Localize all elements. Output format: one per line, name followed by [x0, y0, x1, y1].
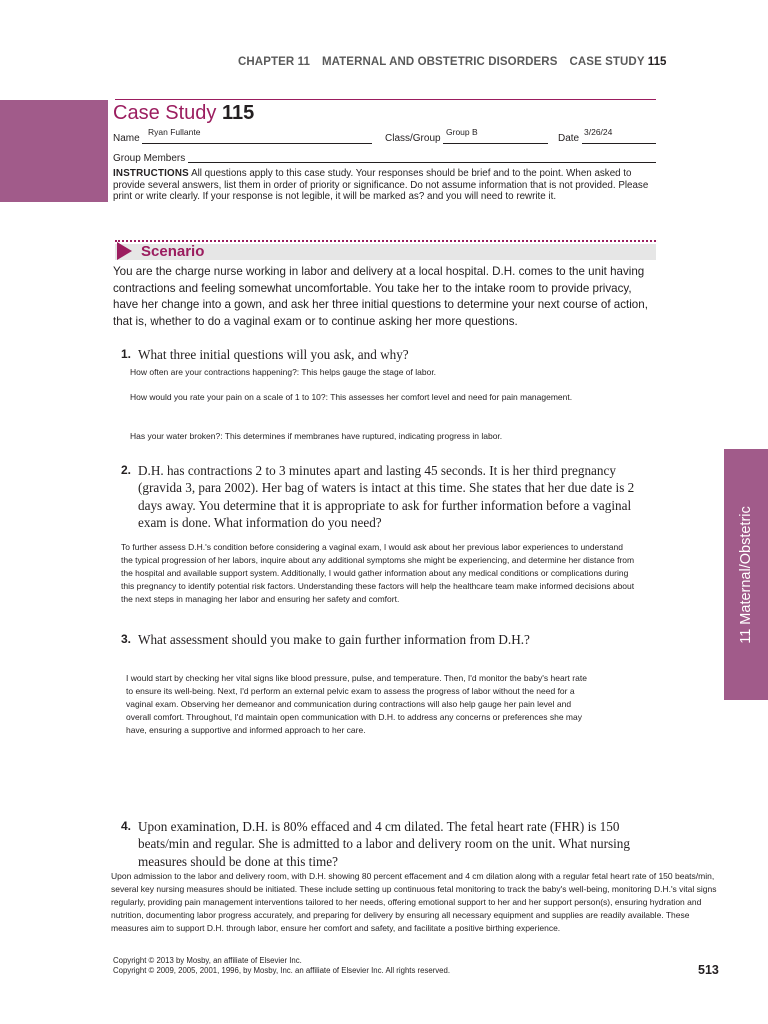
group-members-field[interactable] — [188, 162, 656, 163]
question-text: What assessment should you make to gain further information from D.H.? — [138, 632, 530, 647]
answer-4: Upon admission to the labor and delivery room, with D.H. showing 80 percent effacement and 4 cm dilation along with a regular fetal heart rate of 150 beats/min, several key nursing measures should be initiated. These include setting up continuous fetal monitoring to track the baby's well-being, monitoring D.H.'s vital signs regularly, providing pain management interventions tailored to her needs, offering emotional support to her and her support person(s), ensuring hydration and nutrition, documenting labor progress accurately, and preparing for delivery by ensuring all necessary equipment and supplies are readily available. These measures aim to support D.H. through labor, ensure her comfort and safety, and facilitate a positive birthing experience. — [111, 871, 717, 933]
question-4 — [121, 818, 657, 870]
name-field[interactable]: Ryan Fullante — [148, 127, 201, 137]
question-number: 2. — [121, 463, 132, 477]
question-number: 3. — [121, 632, 132, 646]
chapter-label: CHAPTER 11 — [238, 56, 310, 68]
left-color-block — [0, 100, 108, 202]
name-field-line — [142, 143, 372, 144]
class-group-field-line — [443, 143, 548, 144]
case-study-number: 115 — [647, 56, 667, 68]
running-header — [238, 56, 667, 68]
question-3 — [121, 631, 657, 648]
case-study-label: CASE STUDY — [569, 56, 645, 68]
question-text: Upon examination, D.H. is 80% effaced and 4 cm dilated. The fetal heart rate (FHR) is 150 beats/min and regular. She is admitted to a labor and delivery room on the unit. What nursing measures should be done at this time? — [138, 819, 630, 869]
title-number: 115 — [221, 102, 255, 124]
answer-1c: Has your water broken?: This determines if membranes have ruptured, indicating progress in labor. — [130, 431, 503, 441]
class-group-label: Class/Group — [385, 133, 441, 144]
group-members-label: Group Members — [113, 153, 186, 164]
page-number: 513 — [698, 963, 719, 977]
scenario-title: Scenario — [141, 243, 205, 260]
header-rule — [115, 99, 656, 100]
page-title — [113, 102, 254, 125]
copyright-line-2: Copyright © 2009, 2005, 2001, 1996, by Mosby, Inc. an affiliate of Elsevier Inc. All rights reserved. — [113, 966, 451, 975]
section-label: MATERNAL AND OBSTETRIC DISORDERS — [321, 56, 558, 68]
question-text: What three initial questions will you ask, and why? — [138, 347, 409, 362]
question-number: 1. — [121, 347, 132, 361]
instructions — [113, 168, 658, 203]
chapter-side-tab — [724, 449, 768, 700]
answer-2: To further assess D.H.'s condition before considering a vaginal exam, I would ask about her previous labor experiences to understand the typical progression of her labors, inquire about any additional symptoms she might be experiencing, and determine her distance from the hospital and available support system. Additionally, I would gather information about any medical conditions or complications during this pregnancy to identify potential risk factors. Understanding these factors will help the healthcare team make informed decisions about the next steps in managing her labor and ensuring her safety and comfort. — [121, 542, 635, 604]
side-tab-label: 11 Maternal/Obstetric — [738, 505, 754, 644]
question-2 — [121, 462, 657, 532]
class-group-field[interactable]: Group B — [446, 127, 478, 137]
date-label: Date — [558, 133, 580, 144]
question-number: 4. — [121, 819, 132, 833]
date-field[interactable]: 3/26/24 — [584, 127, 613, 137]
date-field-line — [582, 143, 656, 144]
answer-3: I would start by checking her vital signs like blood pressure, pulse, and temperature. Then, I'd monitor the baby's heart rate to ensure its well-being. Next, I'd perform an external pelvic exam to assess the progress of labor without the need for a vaginal exam. Observing her demeanor and communication during contractions will also help gauge her pain level and overall comfort. Throughout, I'd maintain open communication with D.H. to address any concerns or preferences she may have, ensuring a supportive and informed approach to her care. — [126, 673, 587, 735]
instructions-label: INSTRUCTIONS — [113, 168, 189, 179]
answer-1b: How would you rate your pain on a scale of 1 to 10?: This assesses her comfort level and need for pain management. — [130, 392, 573, 402]
copyright-footer — [113, 956, 450, 976]
scenario-text: You are the charge nurse working in labor and delivery at a local hospital. D.H. comes to the unit having contractions and feeling somewhat uncomfortable. You take her to the intake room to provide privacy, have her change into a gown, and ask her three initial questions to determine your next course of action, that is, whether to do a vaginal exam or to continue asking her more questions. — [113, 265, 648, 328]
instructions-text: All questions apply to this case study. Your responses should be brief and to the point. When asked to provide several answers, list them in order of priority or significance. Do not assume information that is not provided. Please print or write clearly. If your response is not legible, it will be marked as? and you will need to rewrite it. — [113, 168, 649, 203]
scenario-dotted-rule — [115, 240, 656, 242]
question-1 — [121, 346, 656, 363]
title-label: Case Study — [113, 102, 217, 124]
copyright-line-1: Copyright © 2013 by Mosby, an affiliate of Elsevier Inc. — [113, 956, 302, 965]
answer-1a: How often are your contractions happening?: This helps gauge the stage of labor. — [130, 367, 437, 377]
name-label: Name — [113, 133, 140, 144]
triangle-arrow-icon — [117, 242, 132, 260]
question-text: D.H. has contractions 2 to 3 minutes apart and lasting 45 seconds. It is her third pregnancy (gravida 3, para 2002). Her bag of waters is intact at this time. She states that her due date is 2 days away. You determine that it is appropriate to ask for further information before a vaginal exam is done. What information do you need? — [138, 463, 635, 531]
